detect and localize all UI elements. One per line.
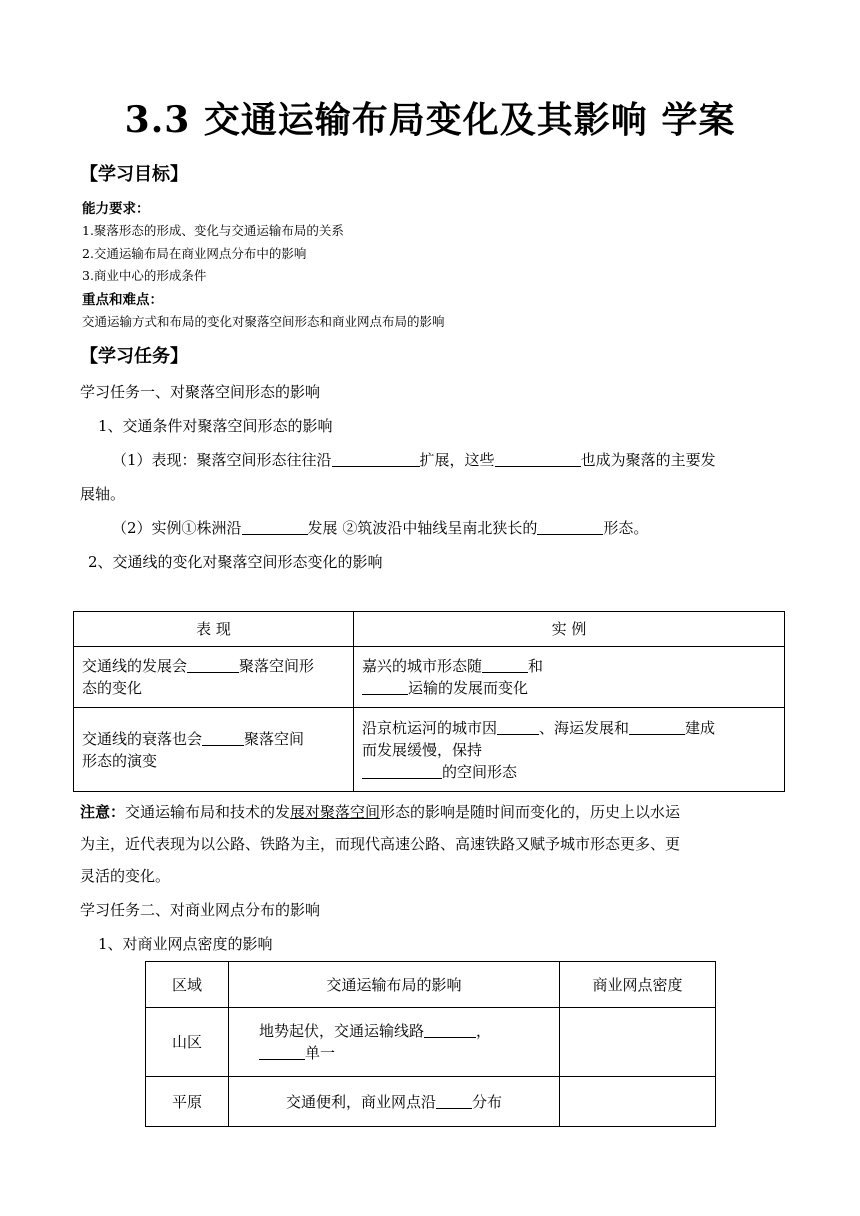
blank[interactable] (537, 519, 603, 535)
section-heading-tasks: 【学习任务】 (80, 346, 188, 367)
blank[interactable] (362, 763, 442, 779)
table-row (146, 1077, 716, 1127)
section-heading-goals: 【学习目标】 (80, 164, 188, 185)
table-cell (560, 1008, 716, 1077)
blank[interactable] (497, 719, 539, 735)
table-cell (560, 1077, 716, 1127)
note-line-2: 为主，近代表现为以公路、铁路为主，而现代高速公路、高速铁路又赋予城市形态更多、更 (80, 835, 681, 853)
task1-title: 学习任务一、对聚落空间形态的影响 (80, 383, 321, 401)
table-cell: 交通线的衰落也会 聚落空间 形态的演变 (74, 708, 354, 792)
table-row (74, 647, 785, 708)
page-title: 3.3 交通运输布局变化及其影响 学案 (124, 99, 736, 141)
table-header: 商业网点密度 (560, 962, 716, 1008)
blank[interactable] (202, 730, 244, 746)
blank[interactable] (362, 679, 408, 695)
key-heading: 重点和难点： (82, 292, 163, 308)
blank[interactable] (436, 1093, 472, 1109)
table-cell: 平原 (146, 1077, 229, 1127)
table-header: 区域 (146, 962, 229, 1008)
ability-item-1: 1.聚落形态的形成、变化与交通运输布局的关系 (82, 223, 344, 238)
table-cell: 地势起伏，交通运输线路 ， 单一 (229, 1008, 560, 1077)
ability-item-2: 2.交通运输布局在商业网点分布中的影响 (82, 246, 307, 261)
ability-heading: 能力要求： (82, 201, 150, 217)
table-cell: 沿京杭运河的城市因 、海运发展和 建成 而发展缓慢，保持 的空间形态 (354, 708, 785, 792)
note-label: 注意： (80, 803, 126, 821)
blank[interactable] (187, 657, 239, 673)
table-cell: 嘉兴的城市形态随 和 运输的发展而变化 (354, 647, 785, 708)
blank[interactable] (259, 1044, 305, 1060)
table-row (146, 1008, 716, 1077)
task1-p1: （1）表现：聚落空间形态往往沿 扩展，这些 也成为聚落的主要发 (112, 451, 716, 469)
blank[interactable] (242, 519, 308, 535)
table-cell: 交通便利，商业网点沿 分布 (229, 1077, 560, 1127)
blank[interactable] (495, 451, 581, 467)
ability-item-3: 3.商业中心的形成条件 (82, 268, 207, 283)
table-transport-settlement (73, 611, 785, 792)
table-header: 交通运输布局的影响 (229, 962, 560, 1008)
blank[interactable] (629, 719, 685, 735)
table-header: 表 现 (74, 612, 354, 647)
blank[interactable] (424, 1022, 476, 1038)
blank[interactable] (482, 657, 528, 673)
task2-title: 学习任务二、对商业网点分布的影响 (80, 901, 321, 919)
table-header: 实 例 (354, 612, 785, 647)
note-line-3: 灵活的变化。 (80, 867, 171, 885)
task1-sub2: 2、交通线的变化对聚落空间形态变化的影响 (88, 553, 383, 571)
table-row (74, 708, 785, 792)
task1-p1-cont: 展轴。 (80, 485, 126, 503)
task1-p2: （2）实例①株洲沿 发展 ②筑波沿中轴线呈南北狭长的 形态。 (112, 519, 649, 537)
table-commercial-density (145, 961, 716, 1127)
table-cell: 交通线的发展会 聚落空间形 态的变化 (74, 647, 354, 708)
task1-sub1: 1、交通条件对聚落空间形态的影响 (98, 417, 333, 435)
note-line-1: 注意：交通运输布局和技术的发展对聚落空间形态的影响是随时间而变化的，历史上以水运 (80, 803, 681, 821)
table-cell: 山区 (146, 1008, 229, 1077)
task2-sub1: 1、对商业网点密度的影响 (98, 935, 273, 953)
key-text: 交通运输方式和布局的变化对聚落空间形态和商业网点布局的影响 (82, 314, 445, 329)
blank[interactable] (332, 451, 420, 467)
